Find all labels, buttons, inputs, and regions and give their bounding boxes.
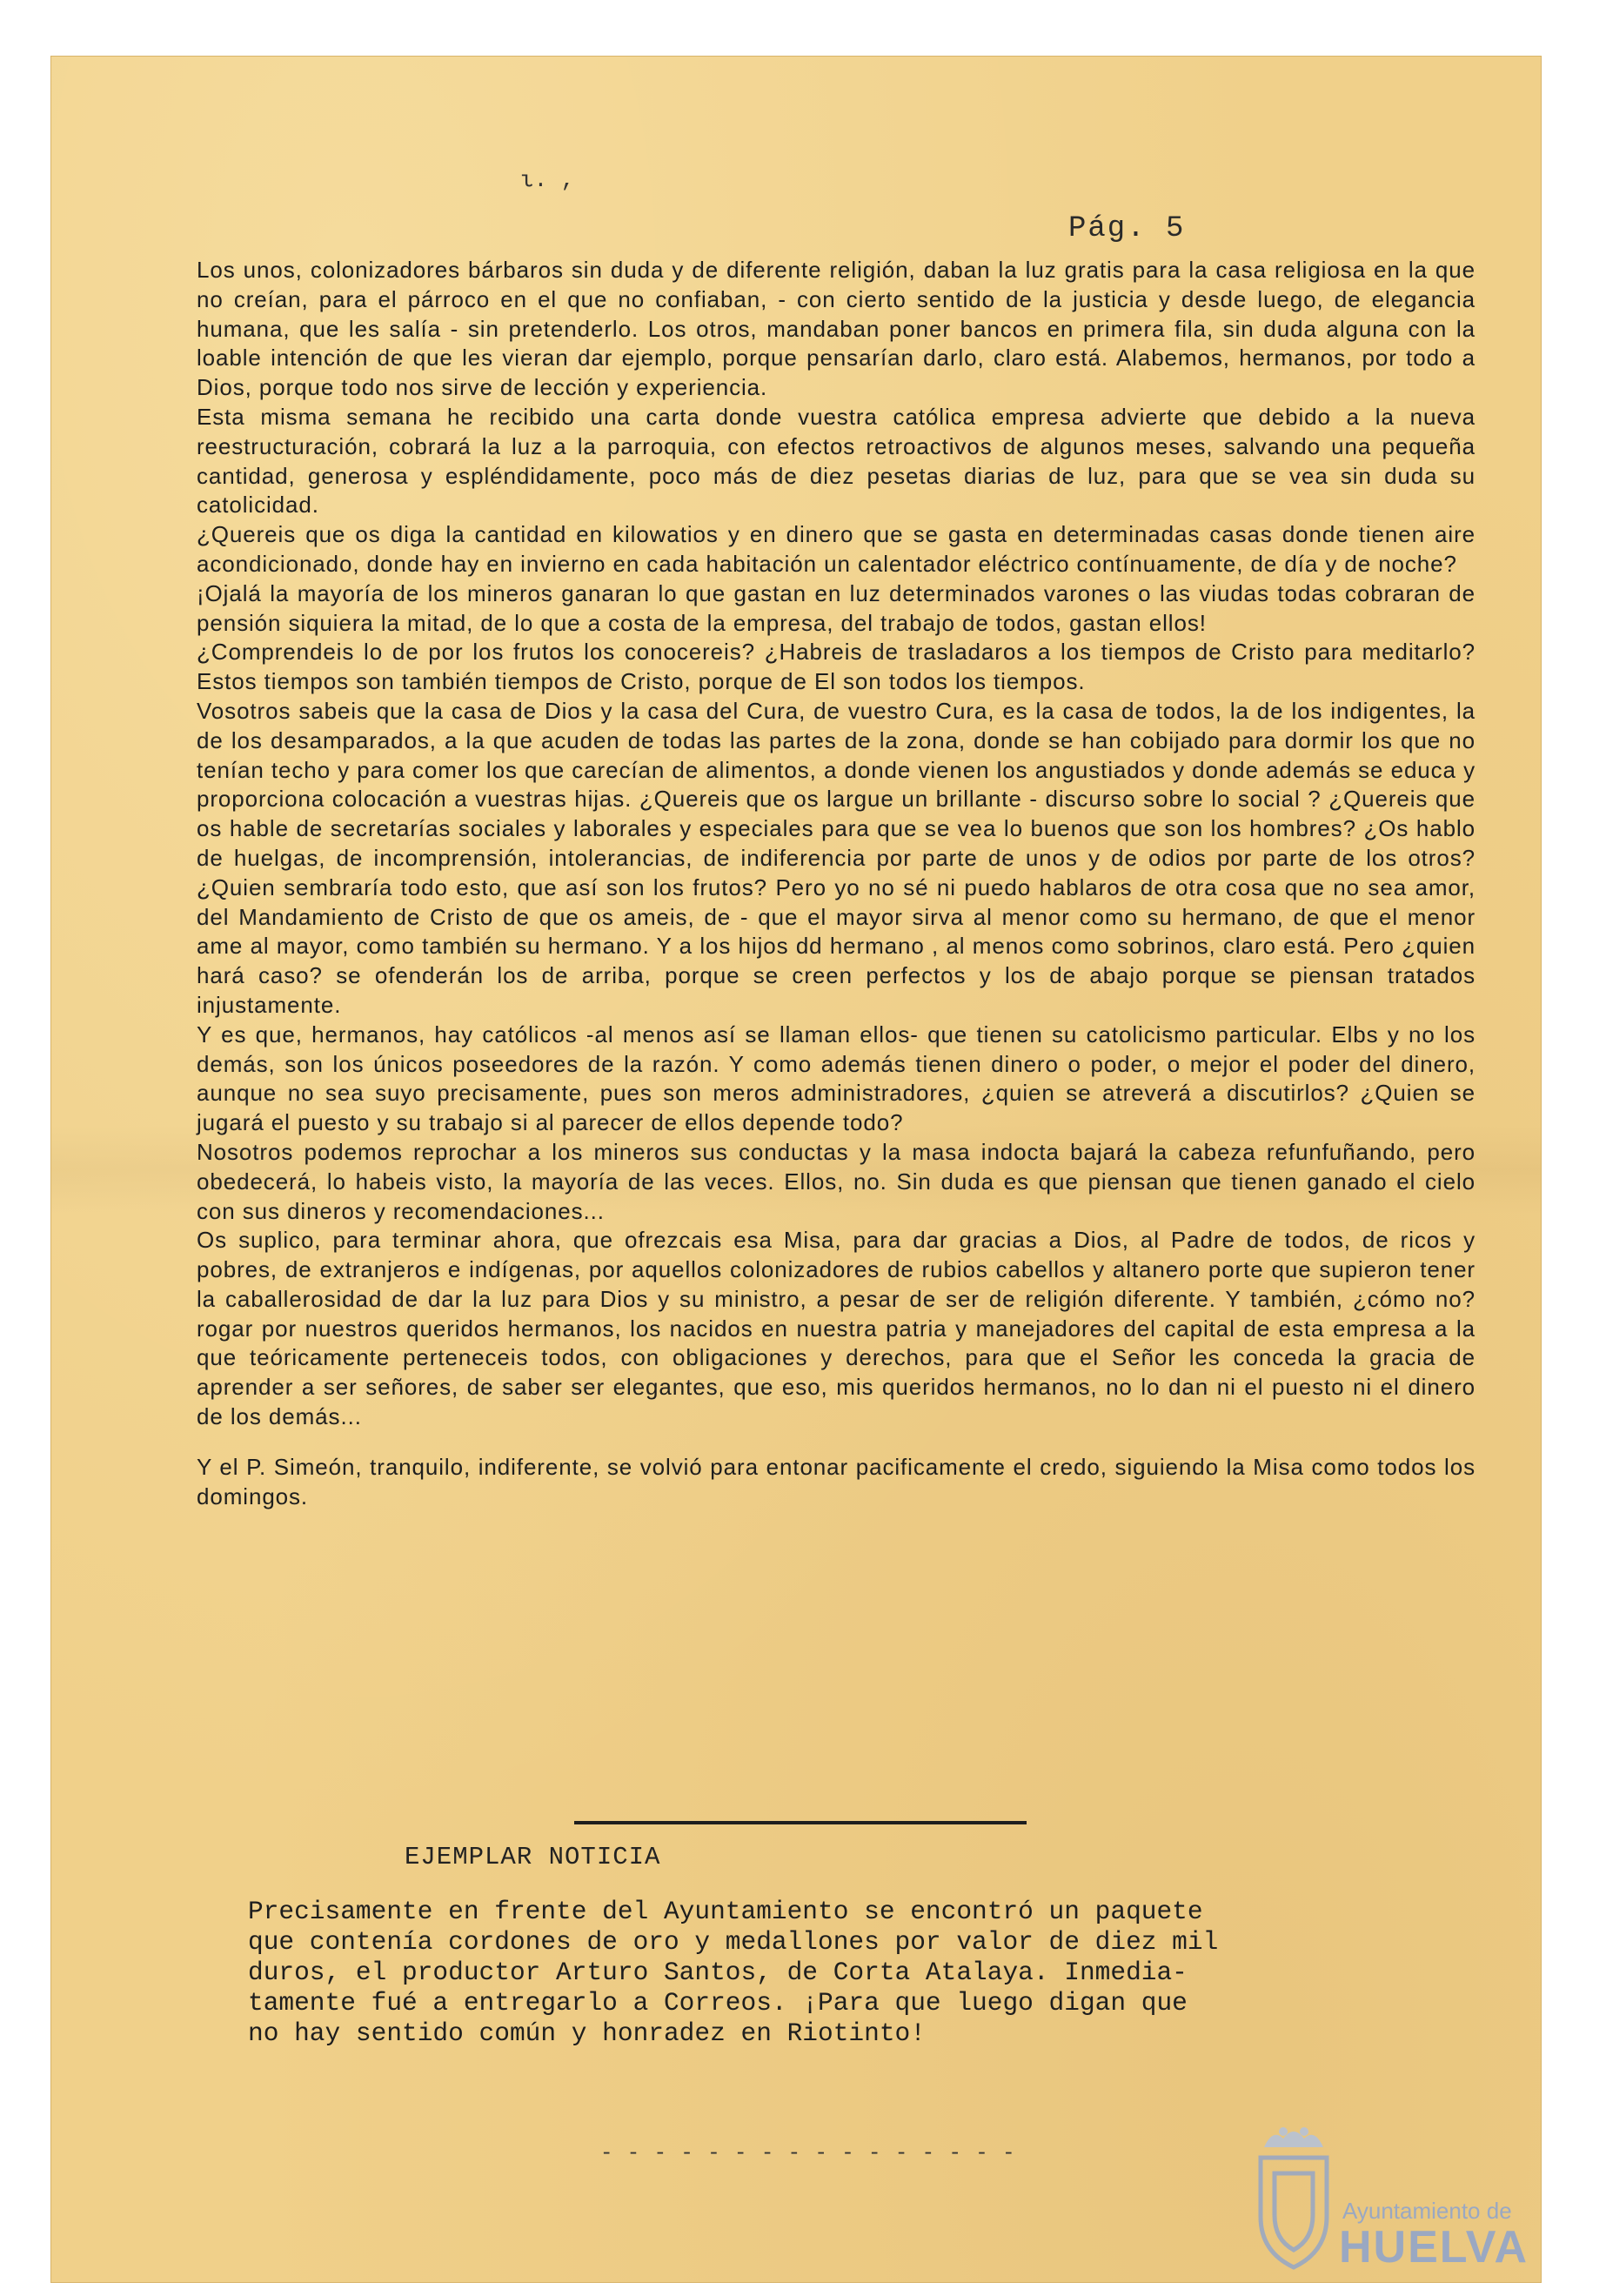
sermon-text xyxy=(197,256,1476,1511)
paragraph: ¿Comprendeis lo de por los frutos los conocereis? ¿Habreis de trasladaros a los tiempos de Cristo para meditarlo? Estos tiempos son también tiempos de Cristo, porque de El son todos los tiempos. xyxy=(197,639,1476,695)
section-divider xyxy=(574,1821,1027,1824)
notice-title: EJEMPLAR NOTICIA xyxy=(405,1843,661,1871)
closing-paragraph: Y el P. Simeón, tranquilo, indiferente, se volvió para entonar pacificamente el credo, siguiendo la Misa como todos los domingos. xyxy=(197,1453,1476,1509)
paragraph: ¿Quereis que os diga la cantidad en kilowatios y en dinero que se gasta en determinadas casas donde tienen aire acondicionado, donde hay en invierno en cada habitación un calentador eléctrico contínuamente, de día y de noche? xyxy=(197,521,1476,577)
coat-of-arms-icon xyxy=(1261,2127,1327,2267)
watermark-line-1: Ayuntamiento de xyxy=(1342,2198,1512,2224)
paragraph: Nosotros podemos reprochar a los mineros sus conductas y la masa indocta bajará la cabeza refunfuñando, pero obedecerá, lo habeis visto, la mayoría de las veces. Ellos, no. Sin duda es que piensan que tienen ganado el cielo con sus dineros y recomendaciones... xyxy=(197,1138,1476,1224)
paragraph: Os suplico, para terminar ahora, que ofrezcais esa Misa, para dar gracias a Dios, al Padre de todos, de ricos y pobres, de extranjeros e indígenas, por aquellos colonizadores de rubios cabellos y altanero porte que supieron tener la caballerosidad de dar la luz para Dios y su ministro, a pesar de ser de religión diferente. Y también, ¿cómo no? rogar por nuestros queridos hermanos, los nacidos en nuestra patria y manejadores del capital de esta empresa a la que teóricamente perteneceis todos, con obligaciones y derechos, para que el Señor les conceda la gracia de aprender a ser señores, de saber ser elegantes, que eso, mis queridos hermanos, no lo dan ni el puesto ni el dinero de los demás... xyxy=(197,1227,1476,1430)
notice-text: Precisamente en frente del Ayuntamiento se encontró un paquete que contenía cordones de oro y medallones por valor de diez mil duros, el productor Arturo Santos, de Corta Atalaya. Inmedia- tamente fué a entregarlo a Correos. ¡Para que luego digan que no hay sentido común y honradez en Riotinto! xyxy=(248,1897,1219,2048)
ayuntamiento-huelva-watermark xyxy=(1248,2112,1544,2278)
page-number: Pág. 5 xyxy=(1068,212,1186,245)
watermark-line-2: HUELVA xyxy=(1339,2222,1529,2273)
paragraph: Y es que, hermanos, hay católicos -al menos así se llaman ellos- que tienen su catolicismo particular. Elbs y no los demás, son los únicos poseedores de la razón. Y como además tienen dinero o poder, o mejor el poder del dinero, aunque no sea suyo precisamente, pues son meros administradores, ¿quien se atreverá a discutirlos? ¿Quien se jugará el puesto y su trabajo si al parecer de ellos depende todo? xyxy=(197,1021,1476,1136)
footer-dashes: - - - - - - - - - - - - - - - - xyxy=(600,2142,1016,2165)
paragraph: ¡Ojalá la mayoría de los mineros ganaran lo que gastan en luz determinados varones o las viudas todas cobraran de pensión siquiera la mitad, de lo que a costa de la empresa, del trabajo de todos, gastan ellos! xyxy=(197,579,1476,636)
paragraph: Esta misma semana he recibido una carta donde vuestra católica empresa advierte que debido a la nueva reestructuración, cobrará la luz a la parroquia, con efectos retroactivos de algunos meses, salvando una pequeña cantidad, generosa y espléndidamente, poco más de diez pesetas diarias de luz, para que se vea sin duda su catolicidad. xyxy=(197,403,1476,519)
paragraph: Vosotros sabeis que la casa de Dios y la casa del Cura, de vuestro Cura, es la casa de todos, la de los indigentes, la de los desamparados, a la que acuden de todas las partes de la zona, donde se han cobijado para dormir los que no tenían techo y para comer los que carecían de alimentos, a donde vienen los angustiados y donde además se educa y proporciona colocación a vuestras hijas. ¿Quereis que os largue un brillante - discurso sobre lo social ? ¿Quereis que os hable de secretarías sociales y laborales y especiales para que se vea lo buenos que son los hombres? ¿Os hablo de huelgas, de incomprensión, intolerancias, de indiferencia por parte de unos y de odios por parte de los otros? ¿Quien sembraría todo esto, que así son los frutos? Pero yo no sé ni puedo hablaros de otra cosa que no sea amor, del Mandamiento de Cristo de que os ameis, de - que el mayor sirva al menor como su hermano, de que el menor ame al mayor, como también su hermano. Y a los hijos dd hermano , al menos como sobrinos, claro está. Pero ¿quien hará caso? se ofenderán los de arriba, porque se creen perfectos y los de abajo porque se piensan tratados injustamente. xyxy=(197,697,1476,1018)
top-marks: ι. , xyxy=(520,167,575,193)
paragraph: Los unos, colonizadores bárbaros sin duda y de diferente religión, daban la luz gratis para la casa religiosa en la que no creían, para el párroco en el que no confiaban, - con cierto sentido de la justicia y desde luego, de elegancia humana, que les salía - sin pretenderlo. Los otros, mandaban poner bancos en primera fila, sin duda alguna con la loable intención de que les vieran dar ejemplo, porque pensarían darlo, claro está. Alabemos, hermanos, por todo a Dios, porque todo nos sirve de lección y experiencia. xyxy=(197,257,1476,401)
